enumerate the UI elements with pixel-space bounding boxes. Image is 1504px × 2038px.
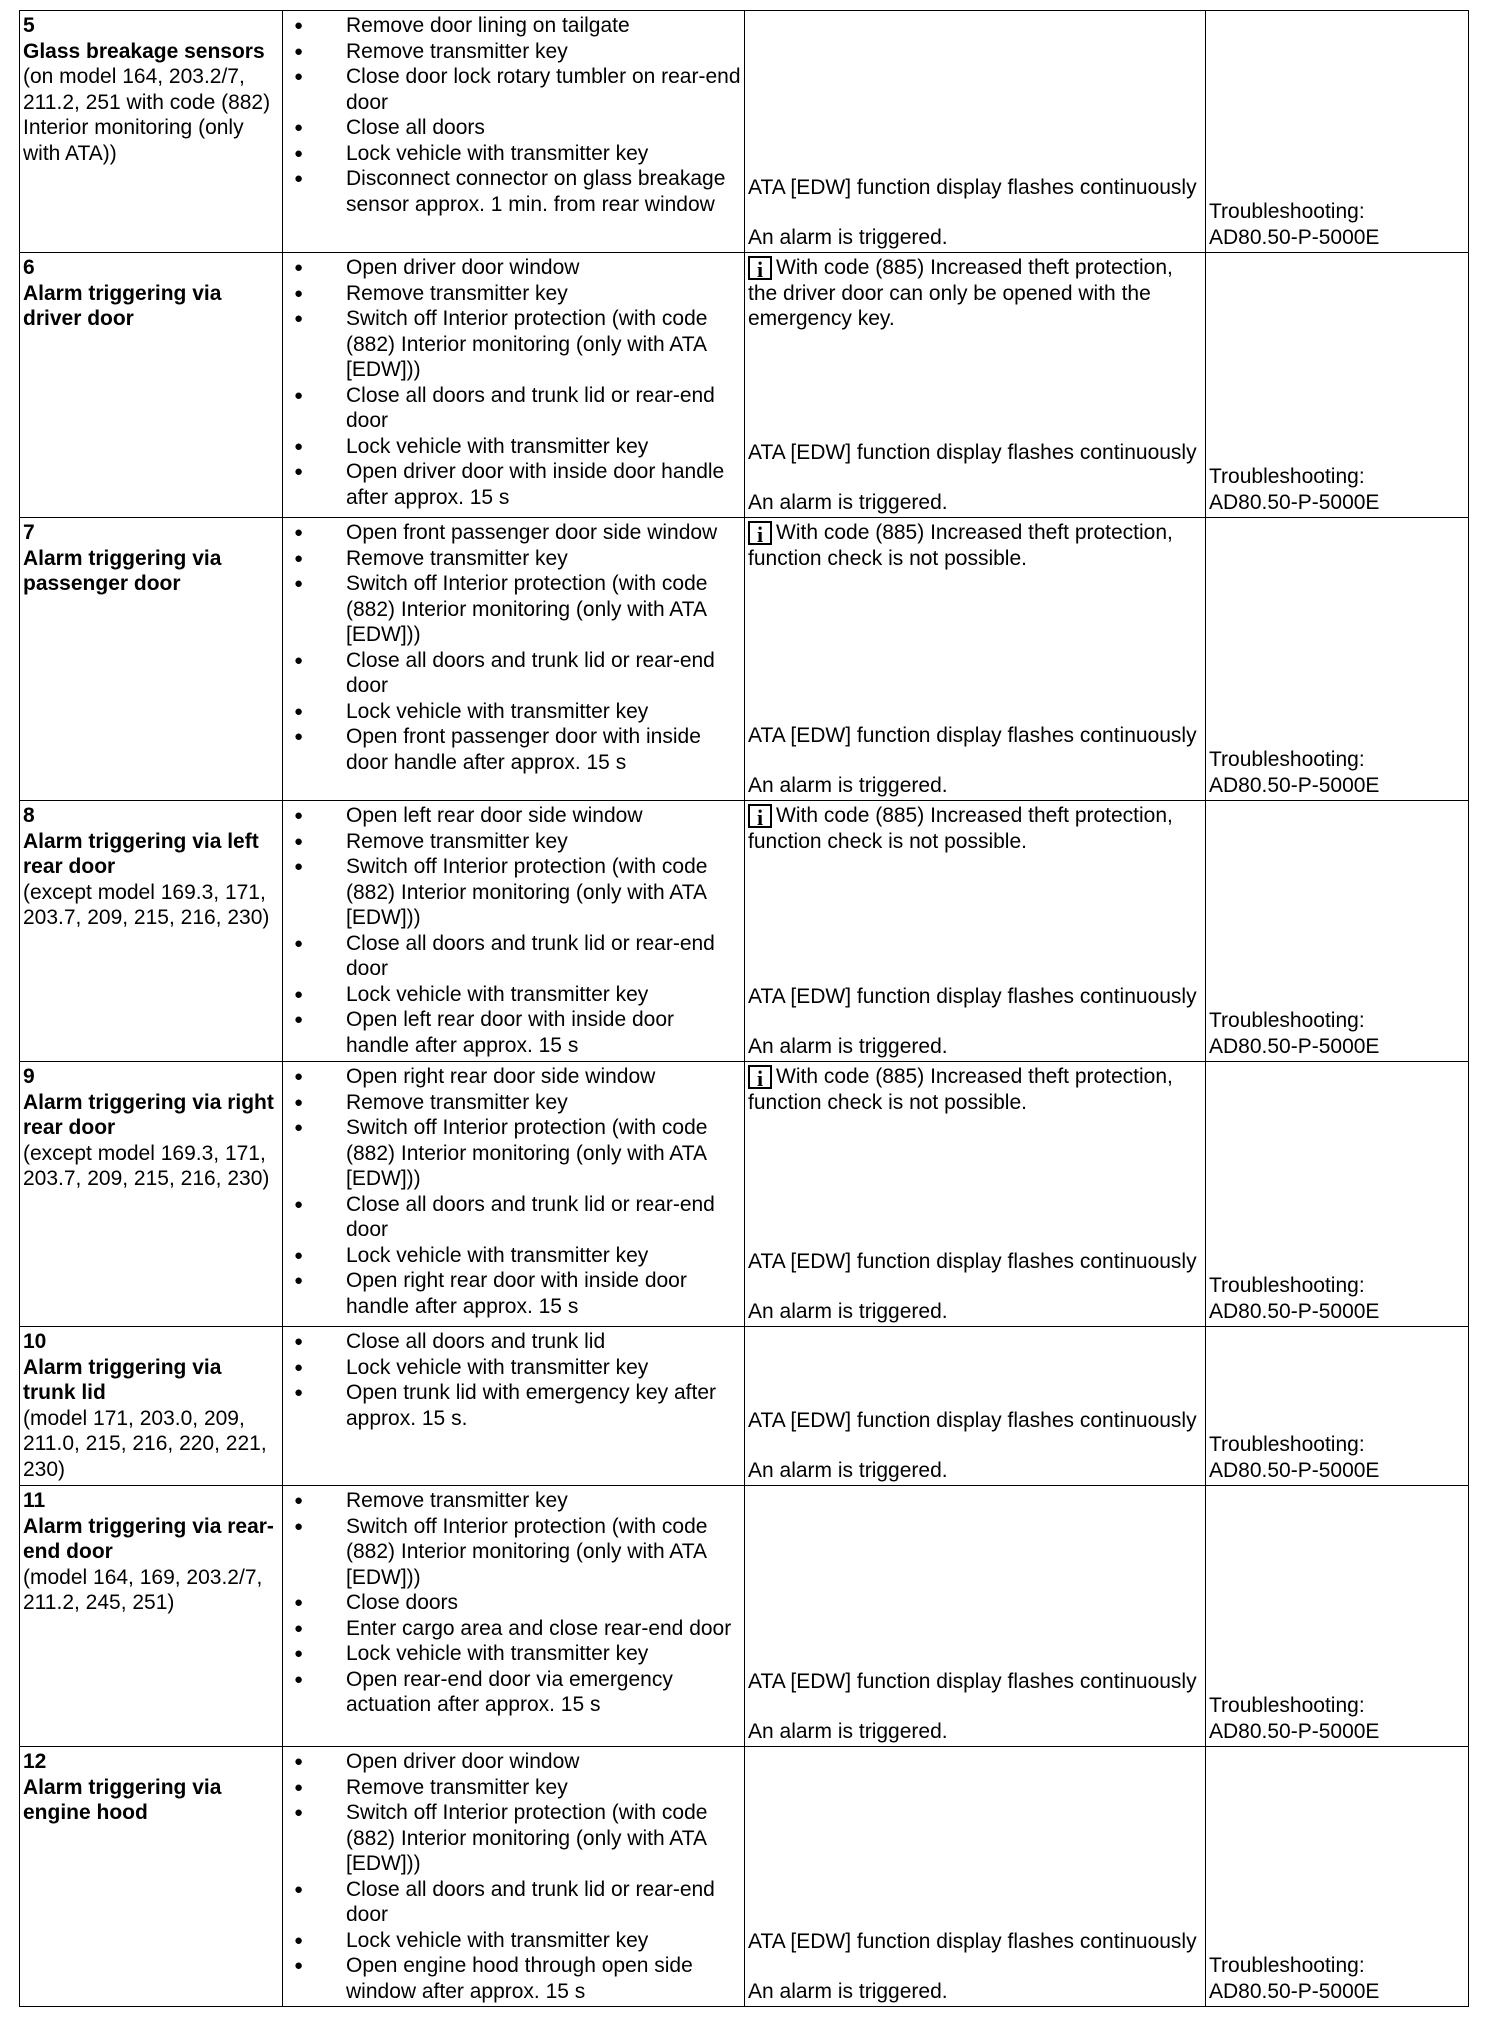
step-number: 8 (23, 804, 35, 827)
display-result: ATA [EDW] function display flashes continuously (748, 176, 1197, 199)
step-title: Alarm triggering via driver door (23, 281, 222, 330)
troubleshooting-doc-link[interactable]: AD80.50-P-5000E (1209, 1299, 1380, 1323)
procedure-step: ● Switch off Interior protection (with code (882) Interior monitoring (only with ATA [EDW])) (286, 854, 741, 931)
test-step-row (20, 801, 1469, 1062)
remedy-cell (1206, 1486, 1469, 1747)
procedure-step: ● Open trunk lid with emergency key after approx. 15 s. (286, 1380, 741, 1431)
step-title: Alarm triggering via trunk lid (23, 1355, 222, 1404)
test-step-row (20, 253, 1469, 518)
step-number: 11 (23, 1489, 46, 1512)
test-step-cell (20, 1327, 283, 1486)
procedure-list (286, 1749, 741, 2004)
troubleshooting-ref (1209, 1432, 1465, 1483)
procedure-step: ● Lock vehicle with transmitter key (286, 434, 741, 460)
procedure-list (286, 803, 741, 1058)
display-result: ATA [EDW] function display flashes continuously (748, 1930, 1197, 1953)
procedure-step: ● Open front passenger door side window (286, 520, 741, 546)
test-step-row (20, 11, 1469, 253)
procedure-step: ● Open right rear door side window (286, 1064, 741, 1090)
test-step-row (20, 1747, 1469, 2007)
step-title: Alarm triggering via passenger door (23, 546, 222, 595)
step-applicability: (on model 164, 203.2/7, 211.2, 251 with code (882) Interior monitoring (only with ATA)) (23, 65, 271, 165)
step-applicability: (except model 169.3, 171, 203.7, 209, 215, 216, 230) (23, 1141, 270, 1190)
display-result: ATA [EDW] function display flashes continuously (748, 985, 1197, 1008)
procedure-step: ● Switch off Interior protection (with code (882) Interior monitoring (only with ATA [EDW])) (286, 1800, 741, 1877)
info-note (748, 520, 1202, 571)
test-step-cell (20, 518, 283, 801)
remedy-cell (1206, 1062, 1469, 1327)
procedure-step: ● Lock vehicle with transmitter key (286, 982, 741, 1008)
troubleshooting-label: Troubleshooting: (1209, 1694, 1365, 1717)
step-applicability: (model 171, 203.0, 209, 211.0, 215, 216, 220, 221, 230) (23, 1406, 267, 1481)
display-result: ATA [EDW] function display flashes continuously (748, 1250, 1197, 1273)
expected-result (748, 1929, 1202, 2004)
test-step-cell (20, 1486, 283, 1747)
step-number: 12 (23, 1750, 47, 1773)
result-cell (745, 253, 1206, 518)
expected-result (748, 440, 1202, 515)
procedure-step: ● Remove transmitter key (286, 1775, 741, 1801)
step-title: Alarm triggering via rear-end door (23, 1514, 274, 1563)
procedure-step: ● Close doors (286, 1590, 741, 1616)
alarm-result: An alarm is triggered. (748, 1979, 948, 2003)
info-note-text: With code (885) Increased theft protection, function check is not possible. (748, 804, 1173, 853)
procedure-step: ● Remove door lining on tailgate (286, 13, 741, 39)
procedure-step: ● Close all doors and trunk lid or rear-end door (286, 931, 741, 982)
test-step-row (20, 1327, 1469, 1486)
procedure-step: ● Close all doors and trunk lid (286, 1329, 741, 1355)
procedure-step: ● Remove transmitter key (286, 281, 741, 307)
result-cell (745, 1327, 1206, 1486)
result-cell (745, 1062, 1206, 1327)
info-icon: i (748, 256, 772, 280)
test-step-cell (20, 11, 283, 253)
procedure-list (286, 255, 741, 510)
display-result: ATA [EDW] function display flashes continuously (748, 724, 1197, 747)
remedy-cell (1206, 1327, 1469, 1486)
test-step-cell (20, 253, 283, 518)
info-icon: i (748, 1065, 772, 1089)
result-cell (745, 1747, 1206, 2007)
procedure-cell (283, 11, 745, 253)
troubleshooting-ref (1209, 1693, 1465, 1744)
alarm-result: An alarm is triggered. (748, 1719, 948, 1743)
remedy-cell (1206, 253, 1469, 518)
test-step-cell (20, 801, 283, 1062)
remedy-cell (1206, 1747, 1469, 2007)
result-cell (745, 11, 1206, 253)
test-step-cell (20, 1747, 283, 2007)
procedure-step: ● Close all doors (286, 115, 741, 141)
alarm-result: An alarm is triggered. (748, 490, 948, 514)
troubleshooting-label: Troubleshooting: (1209, 1009, 1365, 1032)
step-title: Alarm triggering via engine hood (23, 1775, 222, 1824)
procedure-step: ● Open driver door with inside door handle after approx. 15 s (286, 459, 741, 510)
procedure-cell (283, 1747, 745, 2007)
procedure-cell (283, 1062, 745, 1327)
procedure-step: ● Lock vehicle with transmitter key (286, 141, 741, 167)
troubleshooting-label: Troubleshooting: (1209, 200, 1365, 223)
troubleshooting-doc-link[interactable]: AD80.50-P-5000E (1209, 1979, 1380, 2003)
test-step-cell (20, 1062, 283, 1327)
procedure-cell (283, 518, 745, 801)
result-cell (745, 801, 1206, 1062)
alarm-result: An alarm is triggered. (748, 1299, 948, 1323)
expected-result (748, 1249, 1202, 1324)
step-number: 7 (23, 521, 35, 544)
expected-result (748, 984, 1202, 1059)
remedy-cell (1206, 518, 1469, 801)
info-icon: i (748, 521, 772, 545)
procedure-step: ● Remove transmitter key (286, 39, 741, 65)
info-note-text: With code (885) Increased theft protection, function check is not possible. (748, 521, 1173, 570)
troubleshooting-label: Troubleshooting: (1209, 1433, 1365, 1456)
procedure-cell (283, 1486, 745, 1747)
troubleshooting-label: Troubleshooting: (1209, 1274, 1365, 1297)
result-cell (745, 1486, 1206, 1747)
troubleshooting-ref (1209, 1953, 1465, 2004)
info-note (748, 255, 1202, 332)
info-note-text: With code (885) Increased theft protection, function check is not possible. (748, 1065, 1173, 1114)
procedure-step: ● Switch off Interior protection (with code (882) Interior monitoring (only with ATA [EDW])) (286, 306, 741, 383)
troubleshooting-ref (1209, 1273, 1465, 1324)
step-number: 5 (23, 14, 35, 37)
procedure-cell (283, 1327, 745, 1486)
procedure-step: ● Close all doors and trunk lid or rear-end door (286, 648, 741, 699)
procedure-step: ● Close all doors and trunk lid or rear-end door (286, 1192, 741, 1243)
procedure-step: ● Close all doors and trunk lid or rear-end door (286, 1877, 741, 1928)
procedure-step: ● Lock vehicle with transmitter key (286, 1243, 741, 1269)
procedure-step: ● Switch off Interior protection (with code (882) Interior monitoring (only with ATA [EDW])) (286, 1514, 741, 1591)
alarm-result: An alarm is triggered. (748, 225, 948, 249)
expected-result (748, 175, 1202, 250)
step-applicability: (except model 169.3, 171, 203.7, 209, 215, 216, 230) (23, 880, 270, 929)
procedure-step: ● Disconnect connector on glass breakage sensor approx. 1 min. from rear window (286, 166, 741, 217)
procedure-step: ● Open right rear door with inside door handle after approx. 15 s (286, 1268, 741, 1319)
troubleshooting-doc-link[interactable]: AD80.50-P-5000E (1209, 773, 1380, 797)
troubleshooting-doc-link[interactable]: AD80.50-P-5000E (1209, 225, 1380, 249)
display-result: ATA [EDW] function display flashes continuously (748, 441, 1197, 464)
troubleshooting-ref (1209, 464, 1465, 515)
procedure-step: ● Remove transmitter key (286, 546, 741, 572)
procedure-step: ● Open left rear door with inside door handle after approx. 15 s (286, 1007, 741, 1058)
procedure-step: ● Enter cargo area and close rear-end door (286, 1616, 741, 1642)
procedure-step: ● Open driver door window (286, 255, 741, 281)
procedure-step: ● Open left rear door side window (286, 803, 741, 829)
test-step-row (20, 1062, 1469, 1327)
procedure-cell (283, 253, 745, 518)
step-title: Glass breakage sensors (23, 39, 265, 63)
procedure-step: ● Close door lock rotary tumbler on rear-end door (286, 64, 741, 115)
procedure-step: ● Switch off Interior protection (with code (882) Interior monitoring (only with ATA [EDW])) (286, 571, 741, 648)
step-number: 6 (23, 256, 35, 279)
result-cell (745, 518, 1206, 801)
procedure-list (286, 1488, 741, 1718)
troubleshooting-doc-link[interactable]: AD80.50-P-5000E (1209, 1719, 1380, 1743)
troubleshooting-label: Troubleshooting: (1209, 1954, 1365, 1977)
test-step-row (20, 1486, 1469, 1747)
step-title: Alarm triggering via left rear door (23, 829, 259, 878)
procedure-step: ● Open front passenger door with inside door handle after approx. 15 s (286, 724, 741, 775)
info-note (748, 1064, 1202, 1115)
troubleshooting-doc-link[interactable]: AD80.50-P-5000E (1209, 490, 1380, 514)
table-body (20, 11, 1469, 2007)
procedure-step: ● Open rear-end door via emergency actuation after approx. 15 s (286, 1667, 741, 1718)
troubleshooting-ref (1209, 1008, 1465, 1059)
troubleshooting-doc-link[interactable]: AD80.50-P-5000E (1209, 1458, 1380, 1482)
expected-result (748, 1669, 1202, 1744)
expected-result (748, 1408, 1202, 1483)
display-result: ATA [EDW] function display flashes continuously (748, 1409, 1197, 1432)
alarm-result: An alarm is triggered. (748, 773, 948, 797)
troubleshooting-doc-link[interactable]: AD80.50-P-5000E (1209, 1034, 1380, 1058)
remedy-cell (1206, 11, 1469, 253)
info-note (748, 803, 1202, 854)
procedure-cell (283, 801, 745, 1062)
display-result: ATA [EDW] function display flashes continuously (748, 1670, 1197, 1693)
alarm-result: An alarm is triggered. (748, 1458, 948, 1482)
procedure-step: ● Lock vehicle with transmitter key (286, 699, 741, 725)
alarm-result: An alarm is triggered. (748, 1034, 948, 1058)
procedure-list (286, 1064, 741, 1319)
step-title: Alarm triggering via right rear door (23, 1090, 274, 1139)
troubleshooting-ref (1209, 747, 1465, 798)
info-note-text: With code (885) Increased theft protection, the driver door can only be opened with the emergency key. (748, 256, 1173, 330)
step-applicability: (model 164, 169, 203.2/7, 211.2, 245, 251) (23, 1565, 263, 1614)
info-icon: i (748, 804, 772, 828)
procedure-step: ● Open driver door window (286, 1749, 741, 1775)
test-procedure-table (19, 10, 1469, 2007)
step-number: 9 (23, 1065, 35, 1088)
procedure-step: ● Remove transmitter key (286, 1488, 741, 1514)
procedure-step: ● Lock vehicle with transmitter key (286, 1355, 741, 1381)
procedure-step: ● Open engine hood through open side window after approx. 15 s (286, 1953, 741, 2004)
test-step-row (20, 518, 1469, 801)
procedure-step: ● Close all doors and trunk lid or rear-end door (286, 383, 741, 434)
troubleshooting-label: Troubleshooting: (1209, 748, 1365, 771)
expected-result (748, 723, 1202, 798)
procedure-list (286, 13, 741, 217)
remedy-cell (1206, 801, 1469, 1062)
troubleshooting-ref (1209, 199, 1465, 250)
procedure-list (286, 1329, 741, 1431)
procedure-step: ● Lock vehicle with transmitter key (286, 1928, 741, 1954)
troubleshooting-label: Troubleshooting: (1209, 465, 1365, 488)
procedure-step: ● Remove transmitter key (286, 1090, 741, 1116)
procedure-step: ● Lock vehicle with transmitter key (286, 1641, 741, 1667)
procedure-step: ● Switch off Interior protection (with code (882) Interior monitoring (only with ATA [EDW])) (286, 1115, 741, 1192)
procedure-step: ● Remove transmitter key (286, 829, 741, 855)
procedure-list (286, 520, 741, 775)
step-number: 10 (23, 1330, 47, 1353)
